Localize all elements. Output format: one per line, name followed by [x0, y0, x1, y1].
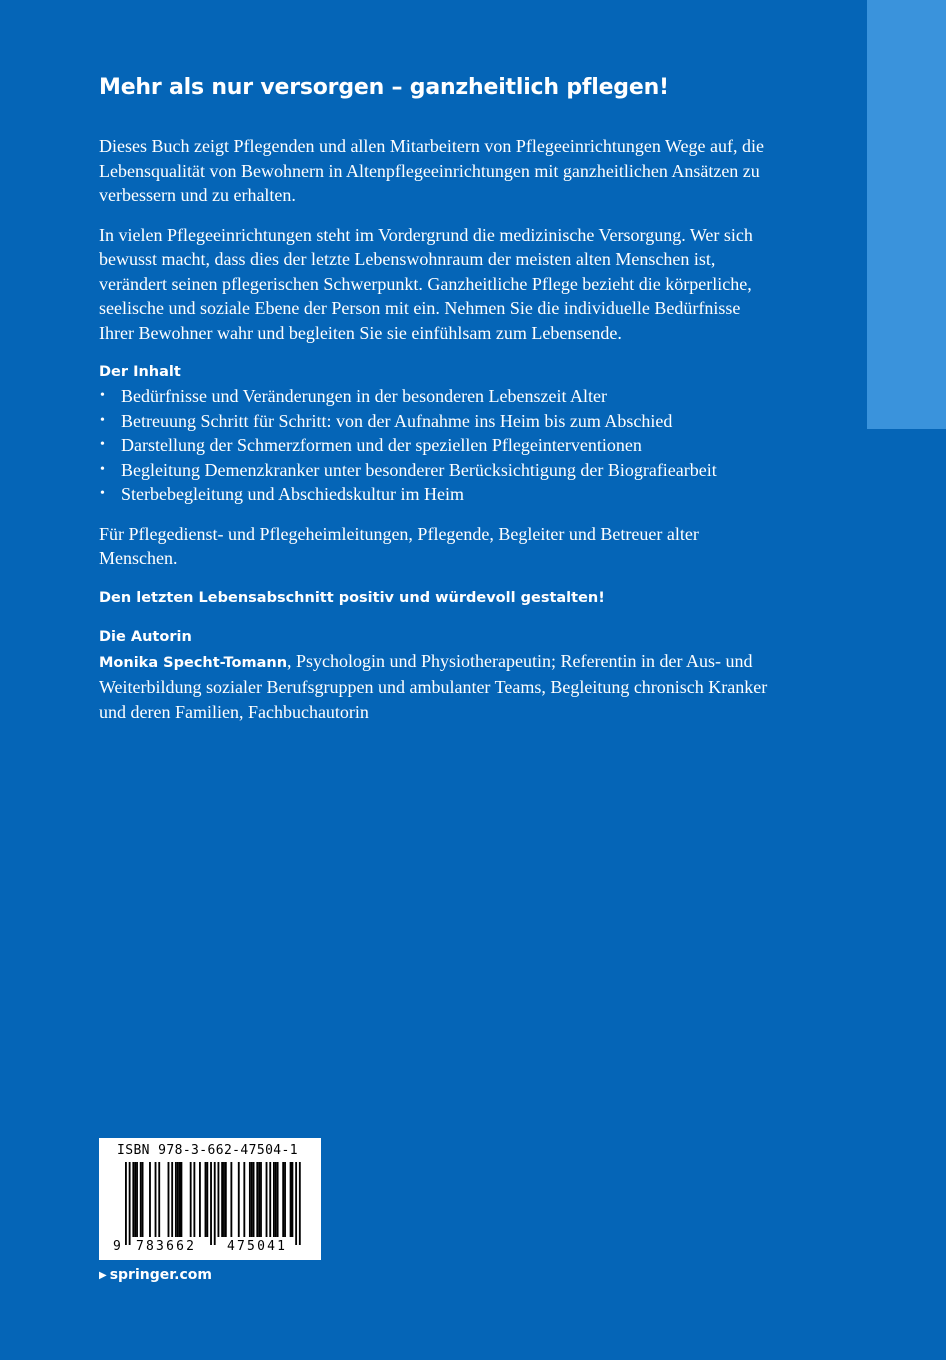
barcode-bar — [225, 1162, 227, 1237]
barcode-bar — [214, 1162, 216, 1245]
author-heading: Die Autorin — [99, 628, 192, 645]
barcode-bar — [275, 1162, 277, 1237]
author-bio-text: , Psychologin und Physiotherapeutin; Referentin in der Aus- und Weiterbildung sozialer Berufsgruppen und ambulanter Teams, Begleitung chronisch Kranker und deren Familien, Fachbuchautorin — [99, 650, 768, 722]
barcode-bar — [277, 1162, 279, 1237]
barcode-digits-left: 783662 — [136, 1239, 197, 1254]
description-paragraph: In vielen Pflegeeinrichtungen steht im Vordergrund die medizinische Versorgung. Wer sich bewusst macht, dass dies der letzte Lebenswohnraum der meisten alten Menschen ist, verändert seinen pflegerischen Schwerpunkt. Ganzheitliche Pflege bezieht die körperliche, seelische und soziale Ebene der Person mit ein. Nehmen Sie die individuelle Bedürfnisse Ihrer Bewohner wahr und begleiten Sie sie einfühlsam zum Lebensende. — [99, 224, 753, 343]
barcode-bar — [230, 1162, 232, 1237]
headline: Mehr als nur versorgen – ganzheitlich pflegen! — [99, 75, 669, 100]
barcode-bar — [282, 1162, 284, 1237]
barcode-bar — [181, 1162, 183, 1237]
barcode-bar — [175, 1162, 177, 1237]
author-name: Monika Specht-Tomann — [99, 654, 288, 671]
barcode-bar — [177, 1162, 179, 1237]
bullet-icon: • — [100, 412, 105, 428]
barcode-digits-right: 475041 — [227, 1239, 288, 1254]
barcode-bar — [179, 1162, 181, 1237]
barcode-bar — [158, 1162, 160, 1237]
barcode-bar — [284, 1162, 286, 1237]
barcode-bar — [218, 1162, 220, 1237]
bullet-icon: • — [100, 461, 105, 477]
barcode-bar — [168, 1162, 170, 1237]
barcode-bar — [193, 1162, 195, 1237]
intro-paragraph: Dieses Buch zeigt Pflegenden und allen Mitarbeitern von Pflegeeinrichtungen Wege auf, die Lebensqualität von Bewohnern in Altenpflegeeinrichtungen mit ganzheitlichen Ansätzen zu verbessern und zu erhalten. — [99, 136, 765, 205]
isbn-label: ISBN 978-3-662-47504-1 — [117, 1143, 298, 1158]
barcode-bar — [299, 1162, 301, 1245]
list-item — [99, 384, 779, 409]
bullet-icon: • — [100, 388, 105, 403]
barcode-bar — [171, 1162, 173, 1237]
barcode-bar — [199, 1162, 201, 1237]
publisher-link[interactable] — [99, 1266, 212, 1285]
list-item-text: Betreuung Schritt für Schritt: von der Aufnahme ins Heim bis zum Abschied — [121, 410, 673, 431]
barcode-bar — [238, 1162, 240, 1237]
audience-paragraph: Für Pflegedienst- und Pflegeheimleitungen, Pflegende, Begleiter und Betreuer alter Menschen. — [99, 523, 699, 568]
barcode-bar — [149, 1162, 151, 1237]
arrow-right-icon: ▶ — [99, 1270, 107, 1281]
barcode-bar — [253, 1162, 255, 1237]
publisher-url: springer.com — [109, 1267, 212, 1283]
barcode-bar — [129, 1162, 131, 1245]
barcode-digit-first: 9 — [113, 1239, 121, 1254]
barcode-bar — [190, 1162, 192, 1237]
contents-list — [99, 384, 779, 507]
barcode-bar — [260, 1162, 262, 1237]
barcode-bar — [155, 1162, 157, 1237]
barcode-bar — [205, 1162, 207, 1237]
barcode-bar — [290, 1162, 292, 1237]
barcode-bar — [273, 1162, 275, 1237]
barcode-bar — [210, 1162, 212, 1245]
list-item-text: Darstellung der Schmerzformen und der speziellen Pflegeinterventionen — [121, 435, 642, 455]
list-item — [99, 482, 779, 507]
back-cover-text — [99, 72, 779, 739]
barcode-bar — [132, 1162, 134, 1237]
barcode-bar — [134, 1162, 136, 1237]
list-item — [99, 409, 779, 434]
barcode-bar — [221, 1162, 223, 1237]
list-item-text: Bedürfnisse und Veränderungen in der besonderen Lebenszeit Alter — [121, 386, 608, 406]
barcode-bar — [292, 1162, 294, 1237]
contents-heading: Der Inhalt — [99, 364, 181, 380]
barcode-bar — [142, 1162, 144, 1237]
barcode-bar — [136, 1162, 138, 1237]
barcode-bar — [223, 1162, 225, 1237]
list-item — [99, 433, 779, 458]
barcode-bar — [206, 1162, 208, 1237]
barcode-bars — [99, 1138, 321, 1260]
bullet-icon: • — [100, 437, 105, 452]
tagline: Den letzten Lebensabschnitt positiv und würdevoll gestalten! — [99, 589, 605, 606]
barcode-bar — [251, 1162, 253, 1237]
barcode-bar — [266, 1162, 268, 1237]
isbn-barcode — [99, 1138, 321, 1260]
bullet-icon: • — [100, 486, 105, 501]
list-item-text: Begleitung Demenzkranker unter besonderer Berücksichtigung der Biografiearbeit — [121, 459, 717, 480]
barcode-bar — [269, 1162, 271, 1237]
barcode-bar — [295, 1162, 297, 1245]
barcode-bar — [140, 1162, 142, 1237]
barcode-bar — [258, 1162, 260, 1237]
side-accent-band — [867, 0, 946, 429]
author-bio — [99, 649, 779, 725]
barcode-bar — [256, 1162, 258, 1237]
barcode-bar — [243, 1162, 245, 1237]
barcode-bar — [125, 1162, 127, 1245]
list-item — [99, 458, 779, 483]
list-item-text: Sterbebegleitung und Abschiedskultur im Heim — [121, 484, 464, 504]
barcode-bar — [249, 1162, 251, 1237]
